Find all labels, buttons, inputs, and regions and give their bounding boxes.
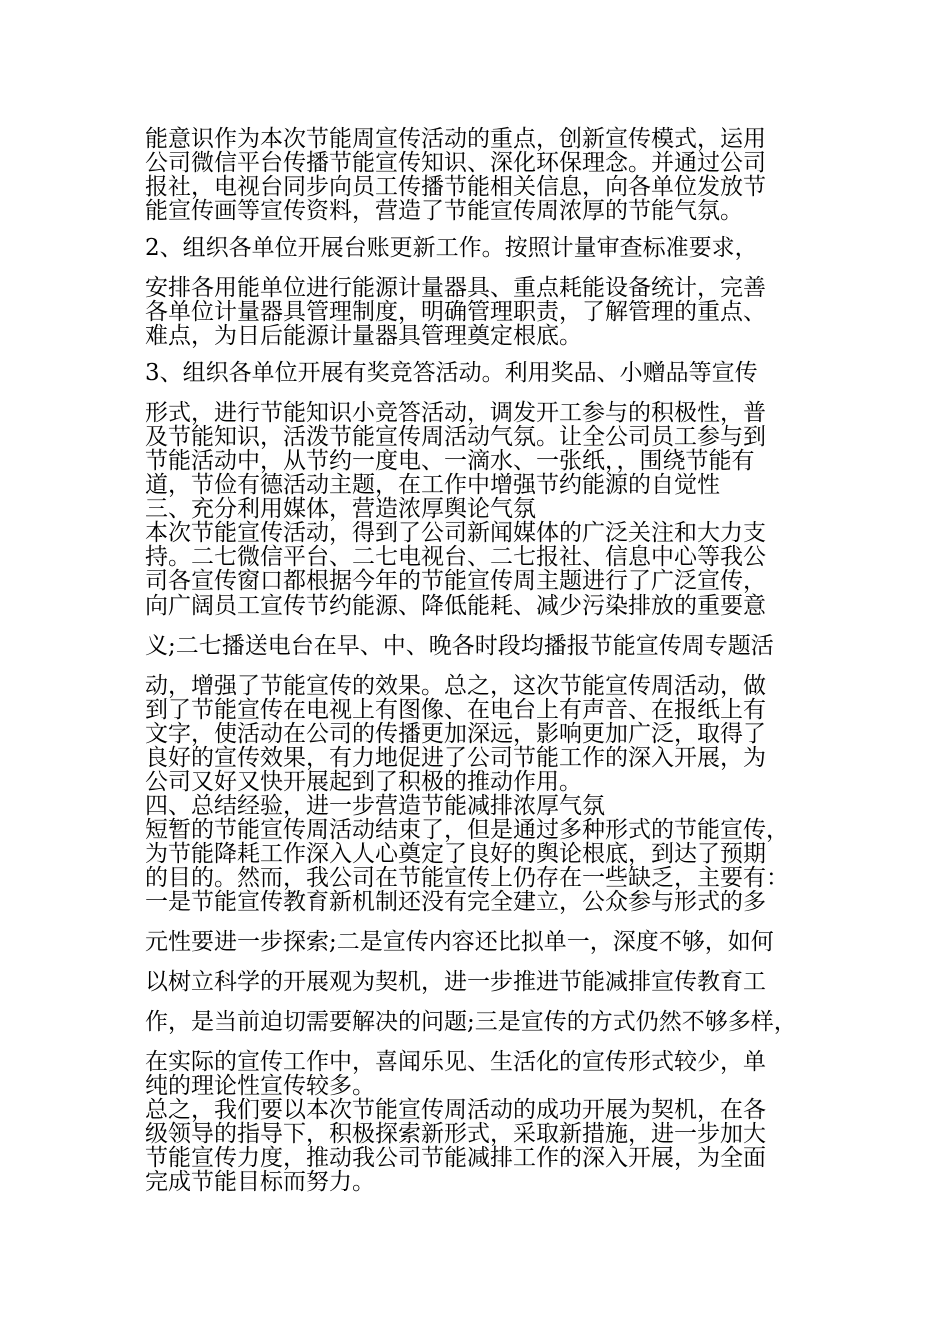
text-line: 形式，进行节能知识小竞答活动，调发开工参与的积极性，普 bbox=[145, 400, 766, 426]
text-line: 公司又好又快开展起到了积极的推动作用。 bbox=[145, 769, 582, 795]
text-line: 难点，为日后能源计量器具管理奠定根底。 bbox=[145, 323, 582, 349]
text-line: 文字，使活动在公司的传播更加深远，影响更加广泛，取得了 bbox=[145, 721, 766, 747]
text-line: 能意识作为本次节能周宣传活动的重点，创新宣传模式，运用 bbox=[145, 126, 766, 152]
section-heading: 四、总结经验，进一步营造节能减排浓厚气氛 bbox=[145, 793, 605, 819]
text-line: 节能活动中，从节约一度电、一滴水、一张纸，，围绕节能有 bbox=[145, 448, 755, 474]
text-line: 纯的理论性宣传较多。 bbox=[145, 1073, 375, 1099]
text-line: 在实际的宣传工作中，喜闻乐见、生活化的宣传形式较少，单 bbox=[145, 1049, 766, 1075]
text-line: 及节能知识，活泼节能宣传周活动气氛。让全公司员工参与到 bbox=[145, 424, 766, 450]
text-line: 元性要进一步探索;二是宣传内容还比拟单一，深度不够，如何 bbox=[145, 929, 774, 955]
text-line: 级领导的指导下，积极探索新形式，采取新措施，进一步加大 bbox=[145, 1121, 766, 1147]
text-line: 本次节能宣传活动，得到了公司新闻媒体的广泛关注和大力支 bbox=[145, 520, 766, 546]
text-line: 能宣传画等宣传资料，营造了节能宣传周浓厚的节能气氛。 bbox=[145, 198, 743, 224]
text-line: 报社，电视台同步向员工传播节能相关信息，向各单位发放节 bbox=[145, 174, 766, 200]
text-line: 司各宣传窗口都根据今年的节能宣传周主题进行了广泛宣传， bbox=[145, 568, 766, 594]
text-line: 公司微信平台传播节能宣传知识、深化环保理念。并通过公司 bbox=[145, 150, 766, 176]
text-line: 2、组织各单位开展台账更新工作。按照计量审查标准要求， bbox=[145, 235, 758, 261]
text-line: 向广阔员工宣传节约能源、降低能耗、减少污染排放的重要意 bbox=[145, 593, 766, 619]
text-line: 道，节俭有德活动主题，在工作中增强节约能源的自觉性 bbox=[145, 472, 720, 498]
text-line: 的目的。然而，我公司在节能宣传上仍存在一些缺乏，主要有： bbox=[145, 865, 789, 891]
text-line: 以树立科学的开展观为契机，进一步推进节能减排宣传教育工 bbox=[145, 969, 766, 995]
text-line: 节能宣传力度，推动我公司节能减排工作的深入开展，为全面 bbox=[145, 1145, 766, 1171]
text-line: 为节能降耗工作深入人心奠定了良好的舆论根底，到达了预期 bbox=[145, 841, 766, 867]
text-line: 一是节能宣传教育新机制还没有完全建立，公众参与形式的多 bbox=[145, 889, 766, 915]
text-line: 良好的宣传效果，有力地促进了公司节能工作的深入开展，为 bbox=[145, 745, 766, 771]
text-line: 3、组织各单位开展有奖竞答活动。利用奖品、小赠品等宣传 bbox=[145, 360, 758, 386]
text-line: 义;二七播送电台在早、中、晚各时段均播报节能宣传周专题活 bbox=[145, 633, 774, 659]
text-line: 到了节能宣传在电视上有图像、在电台上有声音、在报纸上有 bbox=[145, 697, 766, 723]
text-line: 持。二七微信平台、二七电视台、二七报社、信息中心等我公 bbox=[145, 544, 766, 570]
text-line: 完成节能目标而努力。 bbox=[145, 1169, 375, 1195]
text-line: 安排各用能单位进行能源计量器具、重点耗能设备统计，完善 bbox=[145, 275, 766, 301]
text-line: 总之，我们要以本次节能宣传周活动的成功开展为契机，在各 bbox=[145, 1097, 766, 1123]
section-heading: 三、充分利用媒体，营造浓厚舆论气氛 bbox=[145, 496, 536, 522]
text-line: 动，增强了节能宣传的效果。总之，这次节能宣传周活动，做 bbox=[145, 673, 766, 699]
text-line: 作，是当前迫切需要解决的问题;三是宣传的方式仍然不够多样， bbox=[145, 1009, 797, 1035]
text-line: 各单位计量器具管理制度，明确管理职责，了解管理的重点、 bbox=[145, 299, 766, 325]
text-line: 短暂的节能宣传周活动结束了，但是通过多种形式的节能宣传， bbox=[145, 817, 789, 843]
